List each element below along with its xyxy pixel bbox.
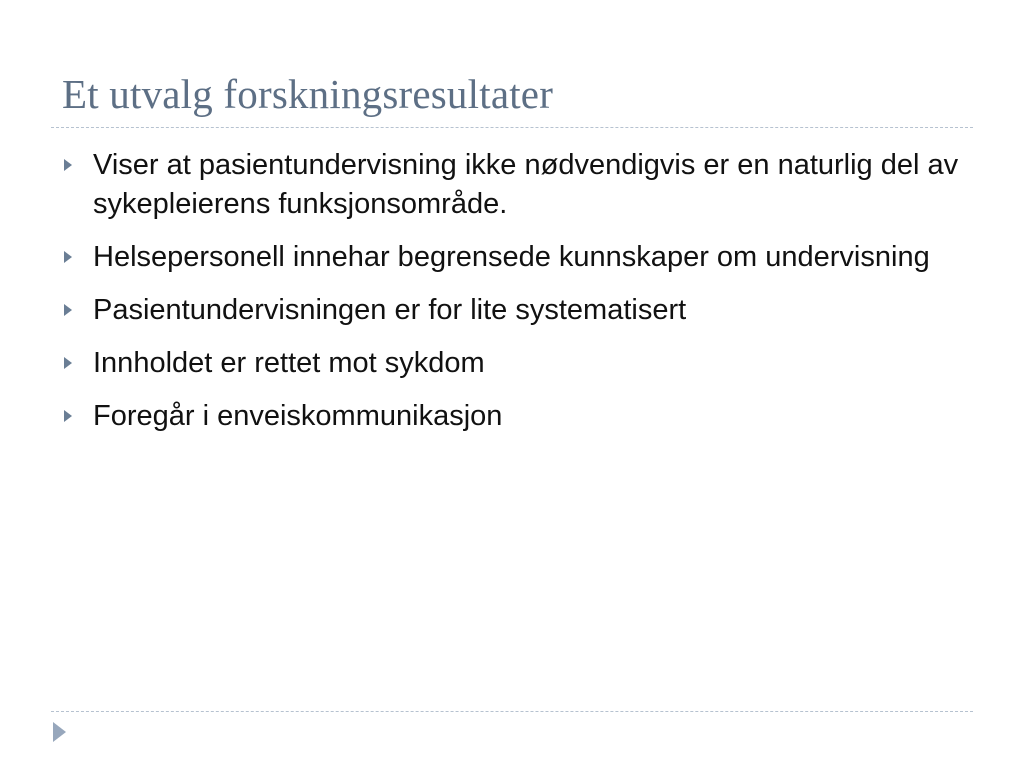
bullet-item — [0, 344, 1024, 383]
bullet-text: Foregår i enveiskommunikasjon — [93, 400, 503, 432]
bullet-text: Helsepersonell innehar begrensede kunnskaper om undervisning — [93, 241, 930, 273]
bullet-arrow-icon — [64, 410, 72, 422]
bullet-item — [0, 146, 1024, 224]
bullet-arrow-icon — [64, 251, 72, 263]
bullet-item — [0, 397, 1024, 436]
slide-title: Et utvalg forskningsresultater — [62, 71, 554, 117]
bullet-text: Pasientundervisningen er for lite systematisert — [93, 294, 687, 326]
footer-divider — [51, 711, 973, 712]
bullet-arrow-icon — [64, 357, 72, 369]
bullet-text: Viser at pasientundervisning ikke nødvendigvis er en naturlig del av sykepleierens funksjonsområde. — [93, 149, 959, 220]
footer-arrow-icon — [53, 722, 66, 742]
bullet-arrow-icon — [64, 159, 72, 171]
bullet-list — [0, 146, 1024, 450]
bullet-arrow-icon — [64, 304, 72, 316]
title-divider — [51, 127, 973, 128]
bullet-text: Innholdet er rettet mot sykdom — [93, 347, 485, 379]
bullet-item — [0, 238, 1024, 277]
bullet-item — [0, 291, 1024, 330]
